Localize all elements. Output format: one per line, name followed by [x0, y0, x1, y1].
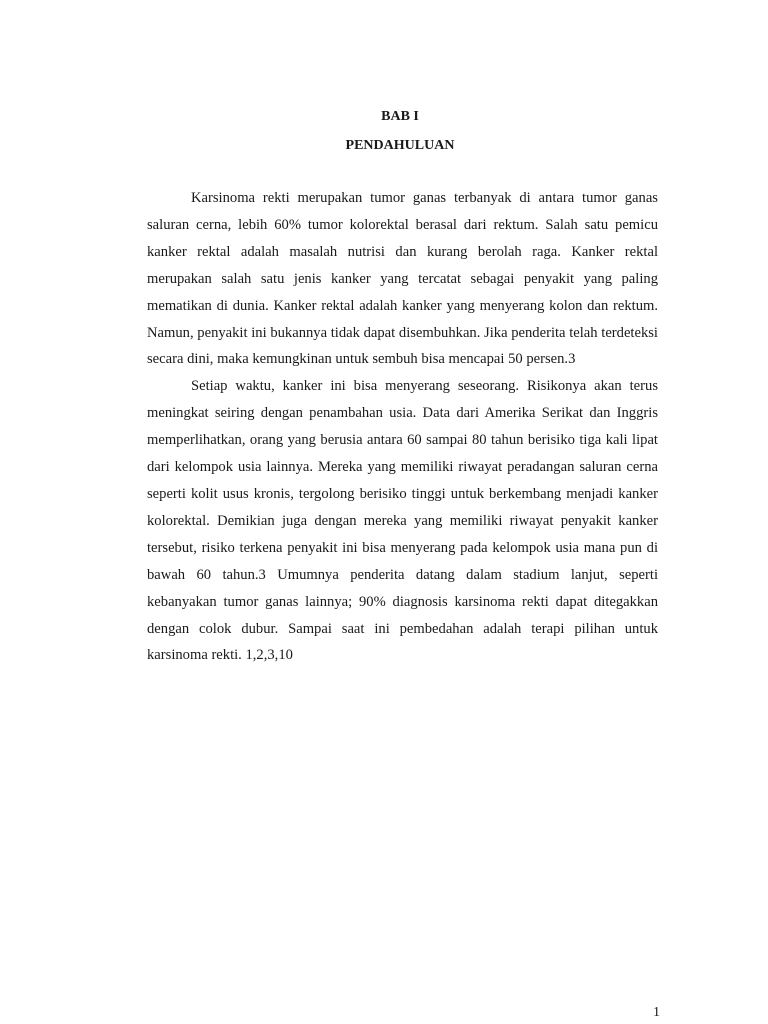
- page-number: 1: [653, 1005, 660, 1020]
- body-text: [147, 185, 658, 669]
- chapter-title: PENDAHULUAN: [345, 138, 455, 153]
- paragraph-2: Setiap waktu, kanker ini bisa menyerang seseorang. Risikonya akan terus meningkat seiring dengan penambahan usia. Data dari Amerika Serikat dan Inggris memperlihatkan, orang yang berusia antara 60 sampai 80 tahun berisiko tiga kali lipat dari kelompok usia lainnya. Mereka yang memiliki riwayat peradangan saluran cerna seperti kolit usus kronis, tergolong berisiko tinggi untuk berkembang menjadi kanker kolorektal. Demikian juga dengan mereka yang memiliki riwayat penyakit kanker tersebut, risiko terkena penyakit ini bisa menyerang pada kelompok usia mana pun di bawah 60 tahun.3 Umumnya penderita datang dalam stadium lanjut, seperti kebanyakan tumor ganas lainnya; 90% diagnosis karsinoma rekti dapat ditegakkan dengan colok dubur. Sampai saat ini pembedahan adalah terapi pilihan untuk karsinoma rekti. 1,2,3,10: [147, 378, 658, 664]
- chapter-number: BAB I: [381, 109, 419, 124]
- paragraph-1: Karsinoma rekti merupakan tumor ganas terbanyak di antara tumor ganas saluran cerna, lebih 60% tumor kolorektal berasal dari rektum. Salah satu pemicu kanker rektal adalah masalah nutrisi dan kurang berolah raga. Kanker rektal merupakan salah satu jenis kanker yang tercatat sebagai penyakit yang paling mematikan di dunia. Kanker rektal adalah kanker yang menyerang kolon dan rektum. Namun, penyakit ini bukannya tidak dapat disembuhkan. Jika penderita telah terdeteksi secara dini, maka kemungkinan untuk sembuh bisa mencapai 50 persen.3: [147, 190, 658, 368]
